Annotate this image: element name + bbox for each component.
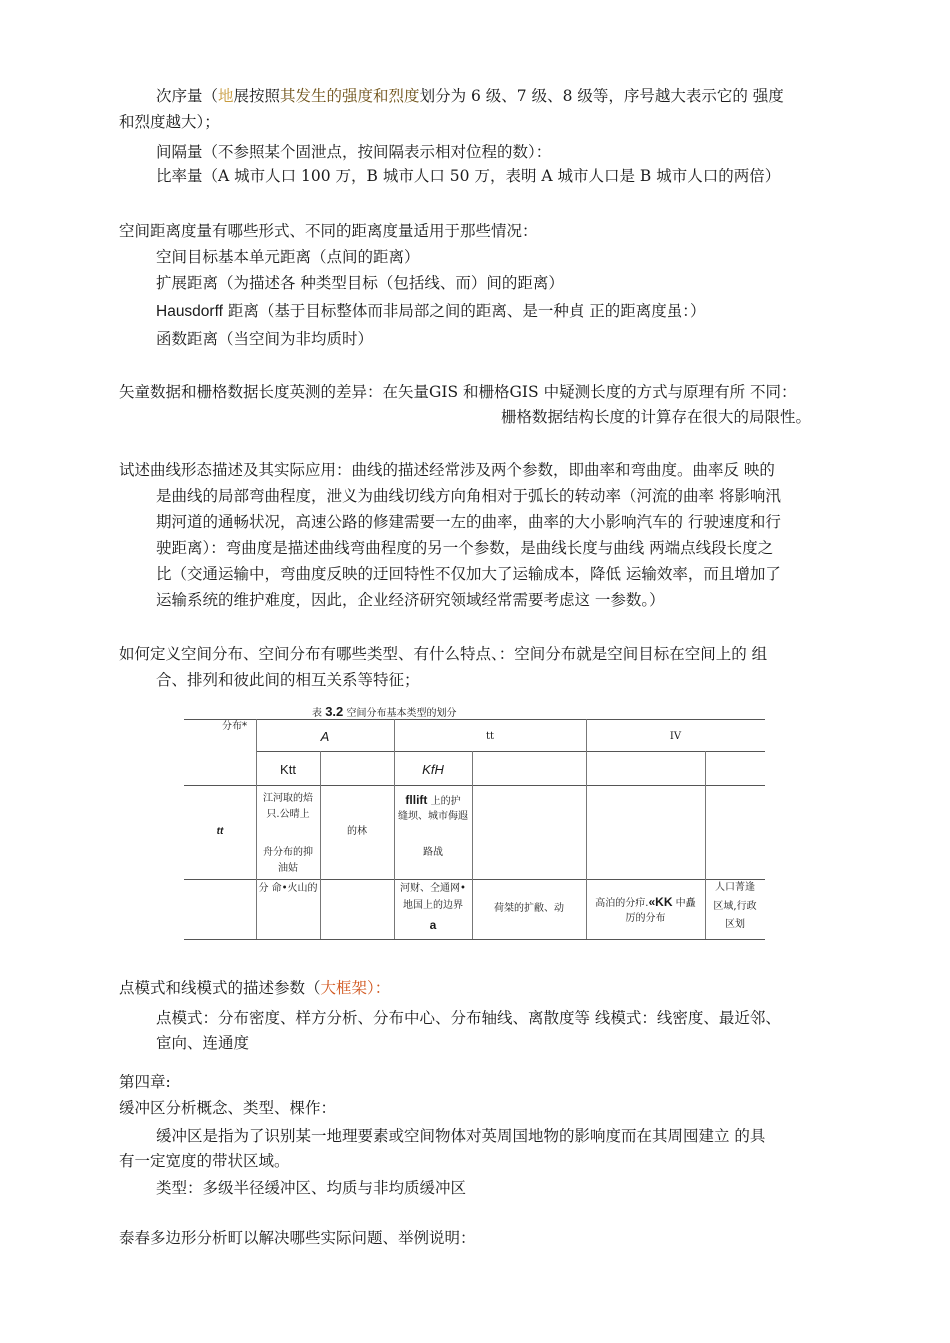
table-rule [184,879,765,880]
scale-interval-line: 间隔量（不参照某个固泄点，按间隔表示相对位程的数）： [156,143,552,161]
text: 距离（基于目标整体而非局部之间的距离、是一种貞 正的距离度虽：） [222,302,706,320]
text-line: 驶距离）：弯曲度是描述曲线弯曲程度的另一个参数，是曲线长度与曲线 两端点线段长度之 [156,539,774,557]
table-cell [394,792,472,810]
table-header-iv: IV [669,731,682,742]
text: 高泊的分疖. [595,898,649,909]
text: fllift [405,793,428,807]
text-line: 宦向、连通度 [156,1034,250,1052]
table-cell: 人口菁逢 [715,882,755,893]
table-cell: 江河取的焙 [263,793,313,804]
question-heading: 如何定义空间分布、空间分布有哪些类型、有什么特点、：空间分布就是空间目标在空间上的 组 [119,645,768,663]
text-line [156,301,706,322]
text-line: 和烈度越大）； [119,113,220,131]
text-line: 合、排列和彼此间的相互关系等特征； [156,671,420,689]
table-cell: 区划 [725,919,745,930]
question-heading: 缓冲区分析概念、类型、棵作： [119,1099,337,1117]
question-heading: 泰春多边形分析町以解决哪些实际问题、举例说明： [119,1229,476,1247]
question-heading: 试述曲线形态描述及其实际应用：曲线的描述经常涉及两个参数，即曲率和弯曲度。曲率反 映的 [119,461,775,479]
text-line: 是曲线的局部弯曲程度，泄义为曲线切线方向角相对于弧长的转动率（河流的曲率 将影响汛 [156,487,781,505]
table-cell: 的林 [347,826,367,837]
table-title-text: 空间分布基本类型的划分 [346,708,457,719]
table-cell: 分 命•火山的 [258,883,318,894]
table-subheader-kfh: KfH [422,762,444,777]
table-title-prefix: 表 [312,708,322,719]
table-subheader-ktt: Ktt [280,762,296,777]
table-cell [586,894,705,912]
text-line: 函数距离（当空间为非均质时） [156,330,374,348]
table-rule [184,719,765,720]
text: «KK [648,895,673,909]
text: Hausdorff [156,303,223,320]
scale-ratio-line: 比率量（A 城市人口 100 万，B 城市人口 50 万，表明 A 城市人口是 B 城市人口的两倍） [156,167,781,185]
highlight-text: 地 [218,87,234,105]
table-rule [184,939,765,940]
text: 中矗 [672,898,696,909]
table-row-label: tt [216,826,224,837]
text-line: 空间目标基本单元距离（点间的距离） [156,248,420,266]
table-cell: 缝坝、城市侮遐 [398,811,468,822]
table-rule [256,719,257,939]
text-line: 有一定宽度的带状区域。 [119,1152,290,1170]
question-heading [119,978,390,998]
question-heading: 空间距离度量有哪些形式、不同的距离度量适用于那些情况： [119,222,538,240]
table-number: 3.2 [325,704,344,719]
text-line: 点模式：分布密度、样方分析、分布中心、分布轴线、离散度等 线模式：线密度、最近邻、 [156,1009,781,1027]
table-header-tt: tt [485,731,495,742]
table-rule [320,751,321,939]
text-line: 栅格数据结构长度的计算存在很大的局限性。 [501,408,812,426]
scale-ordinal-line [156,86,784,106]
text: 次序量（ [156,87,219,105]
highlight-text: 大框架）： [320,979,391,997]
table-cell: 区域,行政 [713,901,757,912]
table-cell: 路战 [423,847,443,858]
table-cell: a [429,918,437,932]
table-cell: 河财、仝通网• [400,883,466,894]
table-corner: 分布* [222,721,247,732]
table-cell: 厉的分布 [625,913,666,924]
text-line: 运输系统的维护难度，因此，企业经济研究领域经常需要考虑这 一参数。） [156,591,665,609]
text-line: 比（交通运输中，弯曲度反映的迂回特性不仅加大了运输成本，降低 运输效率，而且增加了 [156,565,781,583]
table-header-a: A [320,729,330,744]
table-rule [256,751,765,752]
text-line: 期河道的通畅状况，高速公路的修建需要一左的曲率，曲率的大小影响汽车的 行驶速度和行 [156,513,781,531]
table-cell: 荷桀的扩敝、动 [494,903,564,914]
table-cell: 油姑 [278,863,298,874]
text: 上的护 [427,796,461,807]
table-cell: 舟分布的抑 [263,847,313,858]
text-line: 类型：多级半径缓冲区、均质与非均质缓冲区 [156,1179,467,1197]
text-line: 扩展距离（为描述各 种类型目标（包括线、而）间的距离） [156,274,564,292]
text: 展按照 [233,87,281,105]
table-cell: 只.公晴上 [266,809,310,820]
chapter-heading: 第四章: [119,1073,171,1091]
highlight-text: 其发生的强度和烈度 [280,87,420,105]
question-heading: 矢童数据和栅格数据长度英测的差异：在矢量GIS 和栅格GIS 中疑测长度的方式与原理有所 不同： [119,383,797,401]
text: 点模式和线模式的描述参数（ [119,979,321,997]
text: 划分为 6 级、7 级、8 级等，序号越大表示它的 强度 [419,87,784,105]
table-cell: 地国上的边界 [403,900,463,911]
table-rule [184,785,765,786]
text-line: 缓冲区是指为了识别某一地理要素或空间物体对英周国地物的影响度而在其周囤建立 的具 [156,1127,766,1145]
